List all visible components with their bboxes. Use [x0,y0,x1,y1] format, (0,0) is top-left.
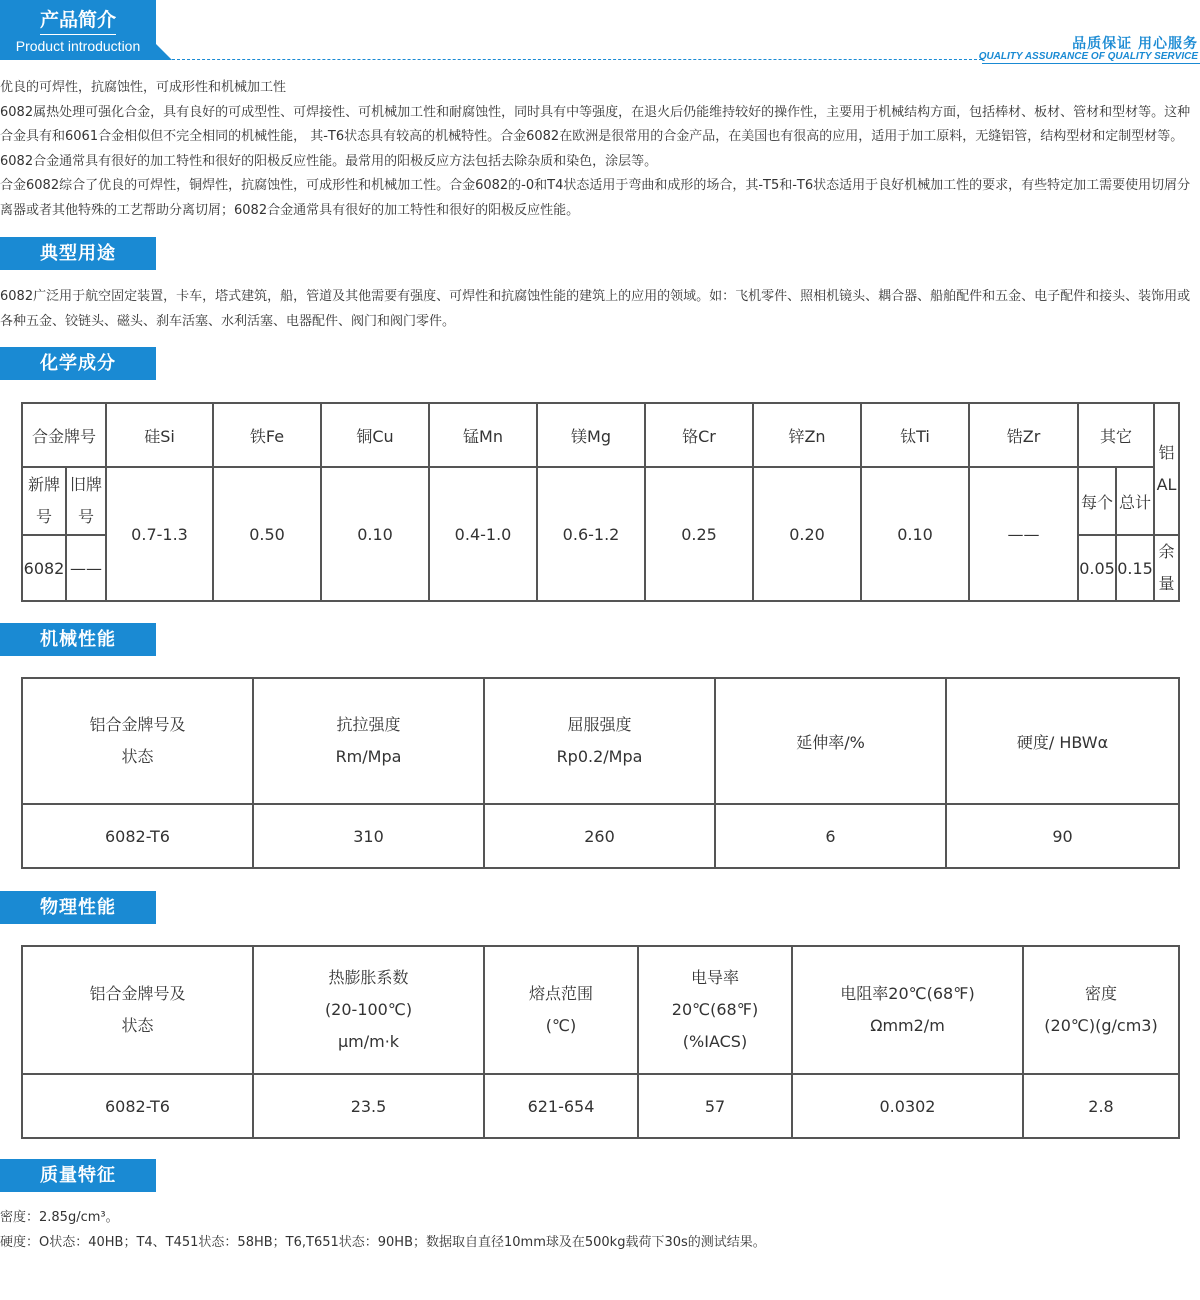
header-text: 热膨胀系数 [328,968,409,987]
quality-density-line: 密度：2.85g/cm³。 [0,1210,119,1225]
header-cell-new-grade: 新牌号 [22,467,66,535]
header-text: 铝合金牌号及 [89,984,186,1003]
intro-text [0,76,1198,223]
intro-paragraph-2: 6082属热处理可强化合金，具有良好的可成型性、可焊接性、可机械加工性和耐腐蚀性，同时具有中等强度，在退火后仍能维持较好的操作性，主要用于机械结构方面，包括棒材、板材、管材和型材等。这种合金具有和6061合金相似但不完全相同的机械性能， 其-T6状态具有较高的机械特性。合金6082在欧洲是很常用的合金产品，在美国也有很高的应用，适用于加工原料，无缝铝管，结构型材和定制型材等。6082合金通常具有很好的加工特性和很好的阳极反应性能。最常用的阳极反应方法包括去除杂质和染色，涂层等。 [0,104,1191,169]
header-text: 熔点范围 [528,984,593,1003]
slogan-en: QUALITY ASSURANCE OF QUALITY SERVICE [978,51,1198,62]
intro-line-1: 优良的可焊性，抗腐蚀性，可成形性和机械加工性 [0,80,287,95]
table-row [22,467,1179,535]
section-title-chemical: 化学成分 [0,347,156,380]
cell-ti: 0.10 [861,467,969,601]
cell-tensile: 310 [253,804,484,868]
section-title-usage: 典型用途 [0,237,156,270]
header-dashed-divider [172,59,982,60]
header-cell-conductivity [638,946,792,1074]
header-text: 电导率 [690,968,739,987]
header-cell-zn: 锌Zn [753,403,861,467]
header-cell-melting [484,946,638,1074]
header-cell-yield [484,678,715,804]
cell-cu: 0.10 [321,467,429,601]
header-solid-divider [982,63,1200,64]
header-cell-old-grade: 旧牌号 [66,467,106,535]
cell-melting: 621-654 [484,1074,638,1138]
header-cell-zr: 锆Zr [969,403,1078,467]
header-cell-density [1023,946,1179,1074]
product-intro-badge [0,0,156,60]
cell-expansion: 23.5 [253,1074,484,1138]
table-row [22,403,1179,467]
chemical-composition-table [21,402,1180,602]
header-cell-each: 每个 [1078,467,1116,535]
header-cell-grade-state [22,678,253,804]
cell-al: 余量 [1154,535,1179,601]
slogan-cn: 品质保证 用心服务 [1072,36,1198,52]
header-cell-hardness: 硬度/ HBWα [946,678,1179,804]
usage-text: 6082广泛用于航空固定装置，卡车，塔式建筑，船，管道及其他需要有强度、可焊性和抗腐蚀性能的建筑上的应用的领域。如：飞机零件、照相机镜头、耦合器、船舶配件和五金、电子配件和接头、装饰用或各种五金、铰链头、磁头、刹车活塞、水利活塞、电器配件、阀门和阀门零件。 [0,289,1191,329]
product-intro-title-en: Product introduction [15,38,141,54]
quality-text [0,1206,1198,1255]
header-text: Rm/Mpa [335,747,402,766]
cell-density: 2.8 [1023,1074,1179,1138]
header-cell-expansion [253,946,484,1074]
header-text: 状态 [121,747,154,766]
header-text: 屈服强度 [567,715,632,734]
header-text: 状态 [121,1016,154,1035]
header-cell-elongation: 延伸率/% [715,678,946,804]
mechanical-properties-table [21,677,1180,869]
cell-yield: 260 [484,804,715,868]
header-cell-tensile [253,678,484,804]
cell-each: 0.05 [1078,535,1116,601]
cell-zn: 0.20 [753,467,861,601]
table-row [22,946,1179,1074]
header-text: (℃) [545,1016,577,1035]
top-banner [0,0,1200,64]
header-text: (%IACS) [682,1032,748,1051]
header-text: Ωmm2/m [870,1016,945,1035]
header-text: (20℃)(g/cm3) [1044,1016,1158,1035]
header-cell-cr: 铬Cr [645,403,753,467]
header-text: 20℃(68℉) [671,1000,759,1019]
header-text: 铝合金牌号及 [89,715,186,734]
cell-hardness: 90 [946,804,1179,868]
intro-paragraph-3: 合金6082综合了优良的可焊性，铜焊性，抗腐蚀性，可成形性和机械加工性。合金6082的-0和T4状态适用于弯曲和成形的场合，其-T5和-T6状态适用于良好机械加工性的要求，有些特定加工需要使用切屑分离器或者其他特殊的工艺帮助分离切屑；6082合金通常具有很好的加工特性和很好的阳极反应性能。 [0,178,1191,218]
header-text: 抗拉强度 [336,715,401,734]
cell-grade: 6082-T6 [22,804,253,868]
product-intro-title-cn: 产品简介 [40,0,116,35]
header-text: (20-100℃) [324,1000,413,1019]
cell-si: 0.7-1.3 [106,467,213,601]
badge-arrow-decoration [156,44,172,60]
header-cell-mn: 锰Mn [429,403,537,467]
cell-new-grade: 6082 [22,535,66,601]
cell-grade: 6082-T6 [22,1074,253,1138]
header-text: 电阻率20℃(68℉) [840,984,975,1003]
cell-fe: 0.50 [213,467,321,601]
header-cell-resistivity [792,946,1023,1074]
header-cell-ti: 钛Ti [861,403,969,467]
header-cell-grade-state [22,946,253,1074]
header-cell-cu: 铜Cu [321,403,429,467]
cell-resistivity: 0.0302 [792,1074,1023,1138]
cell-elongation: 6 [715,804,946,868]
cell-conductivity: 57 [638,1074,792,1138]
header-cell-total: 总计 [1116,467,1154,535]
header-cell-si: 硅Si [106,403,213,467]
cell-cr: 0.25 [645,467,753,601]
cell-old-grade: —— [66,535,106,601]
header-cell-grade: 合金牌号 [22,403,106,467]
header-text: μm/m·k [337,1032,400,1051]
cell-zr: —— [969,467,1078,601]
section-title-quality: 质量特征 [0,1159,156,1192]
header-text: 密度 [1084,984,1117,1003]
header-cell-fe: 铁Fe [213,403,321,467]
table-row [22,1074,1179,1138]
physical-properties-table [21,945,1180,1139]
section-title-physical: 物理性能 [0,891,156,924]
table-row [22,678,1179,804]
header-cell-other: 其它 [1078,403,1154,467]
header-cell-al: 铝AL [1154,403,1179,535]
cell-mg: 0.6-1.2 [537,467,645,601]
quality-hardness-line: 硬度：O状态：40HB；T4、T451状态：58HB；T6,T651状态：90HB；数据取自直径10mm球及在500kg载荷下30s的测试结果。 [0,1234,766,1250]
cell-total: 0.15 [1116,535,1154,601]
table-row [22,804,1179,868]
cell-mn: 0.4-1.0 [429,467,537,601]
header-text: Rp0.2/Mpa [556,747,643,766]
section-title-mechanical: 机械性能 [0,623,156,656]
header-cell-mg: 镁Mg [537,403,645,467]
